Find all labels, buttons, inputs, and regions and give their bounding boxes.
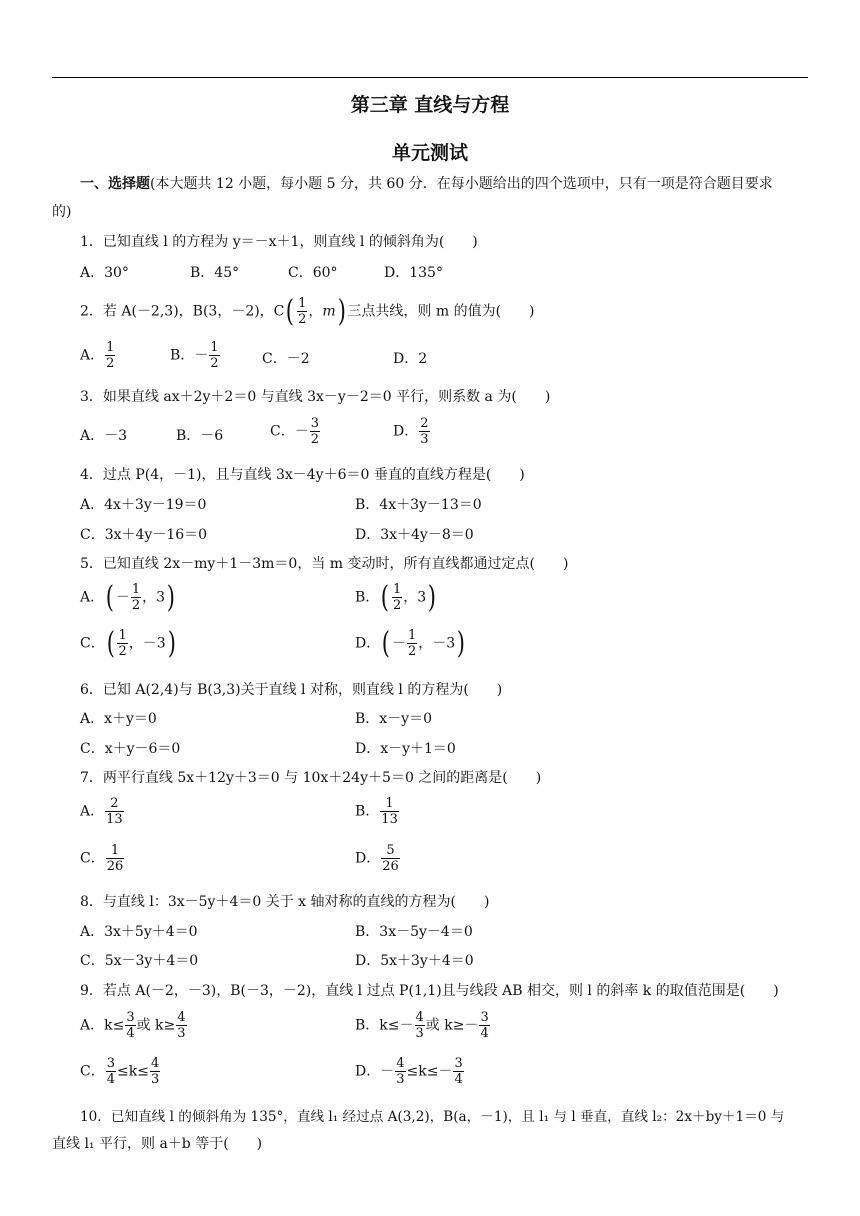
question-8: 8．与直线 l：3x－5y＋4＝0 关于 x 轴对称的直线的方程为( ) — [80, 894, 490, 910]
q8-option-c: C．5x－3y＋4＝0 — [80, 953, 199, 969]
q4-option-c: C．3x＋4y－16＝0 — [80, 527, 208, 543]
q9-option-b: B．k≤－ $\frac{4}{3}$ 或 k≥－ $\frac{3}{4}$ — [355, 1010, 489, 1041]
q7-option-d: D． $\frac{5}{26}$ — [355, 843, 399, 874]
question-2: 2．若 A(－2,3)，B(3，－2)，C( $\frac{1}{2}$ ，m) 三点共线，则 m 的值为( ) — [80, 293, 535, 329]
q9-option-d: D．－ $\frac{4}{3}$ ≤k≤－ $\frac{3}{4}$ — [355, 1056, 463, 1087]
q3-option-c: C．－ $\frac{3}{2}$ — [270, 416, 319, 447]
question-4: 4．过点 P(4，－1)，且与直线 3x－4y＋6＝0 垂直的直线方程是( ) — [80, 467, 525, 483]
section-desc: (本大题共 12 小题，每小题 5 分，共 60 分．在每小题给出的四个选项中，只有一项是符合题目要求 — [150, 176, 773, 192]
q9-option-a: A．k≤ $\frac{3}{4}$ 或 k≥ $\frac{4}{3}$ — [80, 1010, 186, 1041]
q3-option-b: B．－6 — [176, 428, 224, 444]
q4-option-b: B．4x＋3y－13＝0 — [355, 497, 482, 513]
section-heading: 一、选择题 — [80, 176, 150, 192]
q2-option-b: B．－ $\frac{1}{2}$ — [170, 340, 219, 371]
q2-m: m — [322, 303, 336, 320]
chapter-title: 第三章 直线与方程 — [350, 94, 510, 116]
question-5: 5．已知直线 2x－my＋1－3m＝0，当 m 变动时，所有直线都通过定点( ) — [80, 556, 569, 572]
question-6: 6．已知 A(2,4)与 B(3,3)关于直线 l 对称，则直线 l 的方程为( ) — [80, 682, 503, 698]
q4-option-d: D．3x＋4y－8＝0 — [355, 527, 474, 543]
q4-option-a: A．4x＋3y－19＝0 — [80, 497, 207, 513]
q8-option-a: A．3x＋5y＋4＝0 — [80, 924, 198, 940]
q6-option-c: C．x＋y－6＝0 — [80, 741, 181, 757]
question-10-cont: 直线 l₁ 平行，则 a＋b 等于( ) — [52, 1136, 263, 1152]
q5-option-a: A．( － $\frac{1}{2}$ ，3) — [80, 579, 176, 615]
q1-option-b: B．45° — [190, 265, 240, 281]
q7-option-a: A． $\frac{2}{13}$ — [80, 796, 123, 827]
q5-option-b: B．( $\frac{1}{2}$ ，3) — [355, 579, 437, 615]
q3-option-d: D． $\frac{2}{3}$ — [393, 416, 429, 447]
q6-option-b: B．x－y＝0 — [355, 711, 432, 727]
q2-option-d: D．2 — [393, 351, 428, 367]
q7-option-b: B． $\frac{1}{13}$ — [355, 796, 398, 827]
q2-option-a: A． $\frac{1}{2}$ — [80, 340, 115, 371]
q6-option-a: A．x＋y＝0 — [80, 711, 157, 727]
q2-text-pre: 2．若 A(－2,3)，B(3，－2)，C — [80, 303, 285, 320]
question-9: 9．若点 A(－2，－3)，B(－3，－2)，直线 l 过点 P(1,1)且与线段 AB 相交，则 l 的斜率 k 的取值范围是( ) — [80, 983, 779, 999]
q6-option-d: D．x－y＋1＝0 — [355, 741, 456, 757]
q9-option-c: C． $\frac{3}{4}$ ≤k≤ $\frac{4}{3}$ — [80, 1056, 160, 1087]
question-7: 7．两平行直线 5x＋12y＋3＝0 与 10x＋24y＋5＝0 之间的距离是( ) — [80, 770, 542, 786]
question-3: 3．如果直线 ax＋2y＋2＝0 与直线 3x－y－2＝0 平行，则系数 a 为( ) — [80, 389, 551, 405]
q1-option-a: A．30° — [80, 265, 129, 281]
question-10: 10．已知直线 l 的倾斜角为 135°，直线 l₁ 经过点 A(3,2)，B(a，－1)，且 l₁ 与 l 垂直，直线 l₂：2x＋by＋1＝0 与 — [80, 1109, 785, 1125]
question-1: 1．已知直线 l 的方程为 y＝－x＋1，则直线 l 的倾斜角为( ) — [80, 234, 478, 250]
q1-option-d: D．135° — [384, 265, 443, 281]
header-rule — [52, 77, 808, 78]
section-desc-cont: 的) — [52, 204, 72, 220]
section-heading-line — [80, 173, 773, 193]
unit-subtitle: 单元测试 — [391, 142, 468, 164]
q8-option-b: B．3x－5y－4＝0 — [355, 924, 473, 940]
q2-text-post: 三点共线，则 m 的值为( ) — [347, 303, 535, 320]
q2-fraction: $\frac{1}{2}$ — [298, 296, 307, 327]
q1-option-c: C．60° — [288, 265, 338, 281]
q3-option-a: A．－3 — [80, 428, 128, 444]
q5-option-d: D．( － $\frac{1}{2}$ ，－3) — [355, 625, 466, 661]
q8-option-d: D．5x＋3y＋4＝0 — [355, 953, 474, 969]
q7-option-c: C． $\frac{1}{26}$ — [80, 843, 124, 874]
q5-option-c: C．( $\frac{1}{2}$ ，－3) — [80, 625, 176, 661]
q2-option-c: C．－2 — [262, 351, 310, 367]
